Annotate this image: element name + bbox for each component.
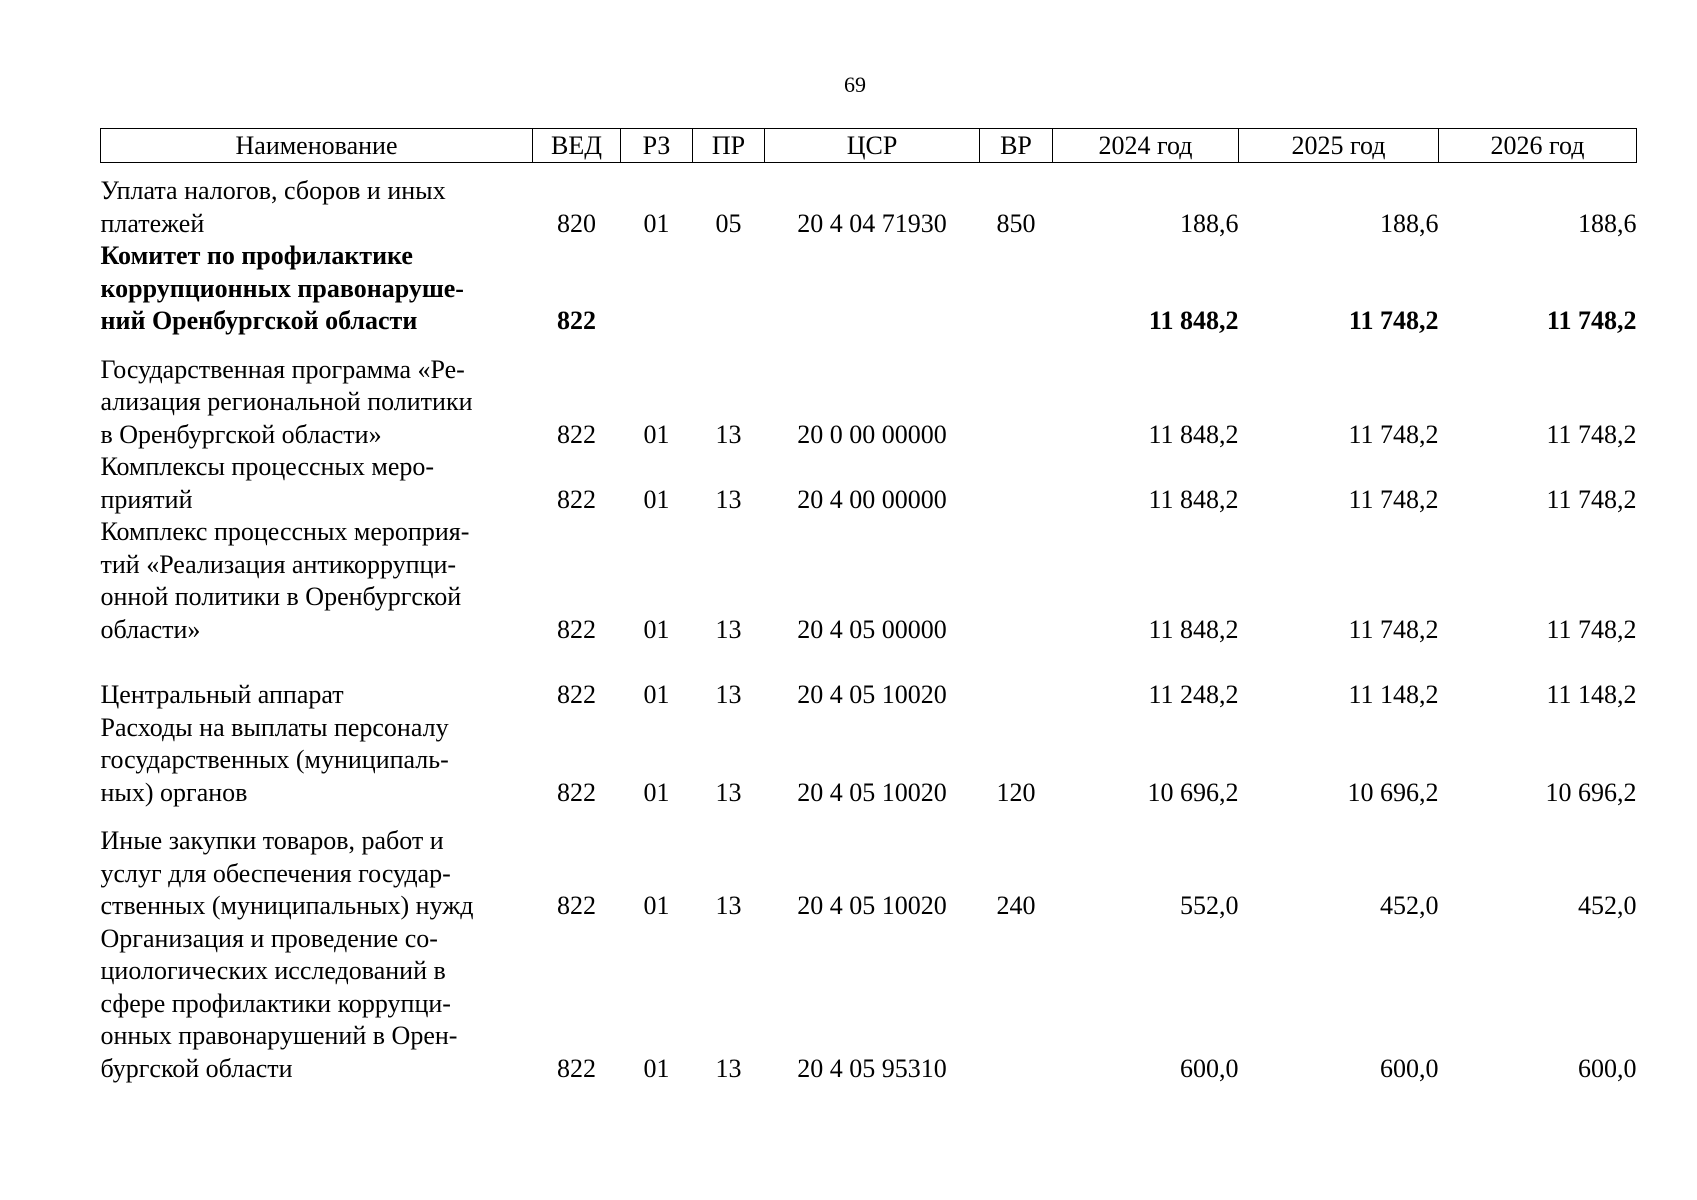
- cell-ved: 820: [557, 208, 596, 238]
- name-line: тий «Реализация антикоррупци-: [100, 549, 457, 579]
- table-row: [101, 679, 1637, 712]
- table-row: [101, 240, 1637, 354]
- cell-2025: 11 748,2: [1348, 306, 1439, 335]
- name-line: Иные закупки товаров, работ и: [100, 826, 444, 855]
- cell-csr: 20 4 05 00000: [797, 614, 947, 644]
- table-row: [101, 712, 1637, 826]
- cell-vr: [980, 451, 1053, 516]
- cell-csr: 20 4 05 10020: [797, 891, 947, 920]
- name-line: платежей: [100, 208, 205, 238]
- name-line: услуг для обеспечения государ-: [100, 858, 451, 888]
- cell-2026: 11 748,2: [1546, 484, 1637, 514]
- cell-name: [101, 825, 533, 923]
- cell-pr: 13: [715, 419, 742, 449]
- budget-table: [100, 128, 1637, 1085]
- cell-2024: 11 248,2: [1148, 680, 1239, 709]
- cell-2024: 10 696,2: [1147, 777, 1239, 807]
- name-line: онных правонарушений в Орен-: [100, 1021, 458, 1050]
- cell-ved: 822: [557, 306, 596, 335]
- cell-2025: 10 696,2: [1347, 777, 1439, 807]
- cell-2026: 11 748,2: [1546, 614, 1637, 644]
- cell-csr: 20 4 05 10020: [797, 680, 947, 709]
- name-line: области»: [100, 614, 201, 644]
- cell-pr: 13: [715, 777, 742, 807]
- cell-ved: 822: [557, 419, 596, 449]
- cell-name: [101, 240, 533, 354]
- cell-2025: 11 748,2: [1348, 614, 1439, 644]
- table-row: [101, 825, 1637, 923]
- table-header-row: [101, 129, 1637, 163]
- cell-2025: 11 148,2: [1348, 680, 1439, 709]
- cell-rz: 01: [643, 1053, 670, 1083]
- cell-rz: 01: [643, 680, 670, 709]
- cell-2025: 188,6: [1380, 208, 1439, 238]
- cell-ved: 822: [557, 891, 596, 920]
- cell-rz: 01: [643, 777, 670, 807]
- table-row: [101, 163, 1637, 241]
- name-line: сфере профилактики коррупци-: [100, 988, 451, 1018]
- cell-ved: 822: [557, 680, 596, 709]
- cell-vr: [980, 679, 1053, 712]
- cell-ved: 822: [557, 484, 596, 514]
- cell-2026: 10 696,2: [1545, 777, 1637, 807]
- cell-2025: 452,0: [1380, 891, 1439, 920]
- table-row: [101, 516, 1637, 679]
- cell-2026: 11 148,2: [1546, 680, 1637, 709]
- cell-2024: 11 848,2: [1148, 306, 1239, 335]
- name-line: Комплексы процессных меро-: [100, 452, 435, 481]
- name-line: Уплата налогов, сборов и иных: [100, 176, 446, 205]
- cell-2026: 11 748,2: [1546, 419, 1637, 449]
- cell-2024: 11 848,2: [1148, 484, 1239, 514]
- cell-name: [101, 679, 533, 712]
- column-header-vr: ВР: [980, 129, 1053, 163]
- cell-name: [101, 451, 533, 516]
- cell-vr: 850: [996, 208, 1036, 238]
- table-row: [101, 923, 1637, 1086]
- cell-2024: 600,0: [1180, 1053, 1239, 1083]
- cell-pr: 13: [715, 680, 742, 709]
- column-header-2025: 2025 год: [1239, 129, 1439, 163]
- cell-name: [101, 163, 533, 241]
- cell-csr: 20 0 00 00000: [797, 419, 947, 449]
- name-line: Организация и проведение со-: [100, 923, 438, 953]
- name-line: онной политики в Оренбургской: [100, 582, 462, 611]
- cell-vr: [980, 516, 1053, 679]
- cell-2026: 600,0: [1578, 1053, 1637, 1083]
- cell-csr: 20 4 05 10020: [797, 777, 947, 807]
- name-line: Расходы на выплаты персоналу: [100, 712, 449, 742]
- cell-ved: 822: [557, 777, 596, 807]
- column-header-pr: ПР: [693, 129, 765, 163]
- cell-ved: 822: [557, 614, 596, 644]
- cell-name: [101, 712, 533, 826]
- name-line: Комплекс процессных мероприя-: [100, 517, 470, 546]
- cell-rz: 01: [643, 614, 670, 644]
- cell-csr: 20 4 00 00000: [797, 484, 947, 514]
- column-header-ved: ВЕД: [533, 129, 621, 163]
- name-line: Центральный аппарат: [100, 680, 344, 709]
- name-line: в Оренбургской области»: [100, 419, 382, 449]
- name-line: ных) органов: [100, 777, 248, 807]
- cell-vr: 240: [996, 891, 1036, 920]
- table-row: [101, 451, 1637, 516]
- cell-pr: 13: [715, 891, 742, 920]
- cell-2024: 11 848,2: [1148, 419, 1239, 449]
- cell-vr: [980, 354, 1053, 452]
- cell-csr: 20 4 04 71930: [797, 208, 947, 238]
- cell-2024: 11 848,2: [1148, 614, 1239, 644]
- name-line: Государственная программа «Ре-: [100, 354, 465, 384]
- cell-2024: 188,6: [1180, 208, 1239, 238]
- cell-rz: 01: [643, 891, 670, 920]
- cell-name: [101, 516, 533, 679]
- cell-csr: [765, 240, 980, 354]
- cell-rz: 01: [643, 208, 670, 238]
- name-line: коррупционных правонаруше-: [100, 273, 464, 303]
- name-line: приятий: [100, 484, 193, 514]
- cell-2024: 552,0: [1180, 891, 1239, 920]
- column-header-2024: 2024 год: [1053, 129, 1239, 163]
- cell-2026: 188,6: [1578, 208, 1637, 238]
- column-header-2026: 2026 год: [1439, 129, 1637, 163]
- cell-rz: 01: [643, 419, 670, 449]
- cell-csr: 20 4 05 95310: [797, 1053, 947, 1083]
- name-line: ний Оренбургской области: [100, 306, 418, 335]
- name-line: циологических исследований в: [100, 956, 446, 985]
- column-header-rz: РЗ: [621, 129, 693, 163]
- cell-name: [101, 354, 533, 452]
- cell-2025: 600,0: [1380, 1053, 1439, 1083]
- cell-rz: 01: [643, 484, 670, 514]
- column-header-name: Наименование: [101, 129, 533, 163]
- cell-vr: [980, 240, 1053, 354]
- cell-2025: 11 748,2: [1348, 419, 1439, 449]
- cell-ved: 822: [557, 1053, 596, 1083]
- cell-name: [101, 923, 533, 1086]
- table-row: [101, 354, 1637, 452]
- cell-vr: 120: [996, 777, 1036, 807]
- cell-2026: 452,0: [1578, 891, 1637, 920]
- cell-pr: 13: [715, 1053, 742, 1083]
- cell-pr: [693, 240, 765, 354]
- cell-2026: 11 748,2: [1546, 306, 1637, 335]
- cell-pr: 13: [715, 484, 742, 514]
- cell-2025: 11 748,2: [1348, 484, 1439, 514]
- cell-vr: [980, 923, 1053, 1086]
- name-line: Комитет по профилактике: [100, 241, 413, 270]
- table-body: [101, 163, 1637, 1086]
- name-line: бургской области: [100, 1053, 293, 1083]
- cell-rz: [621, 240, 693, 354]
- cell-pr: 05: [715, 208, 742, 238]
- name-line: ализация региональной политики: [100, 387, 473, 416]
- page-number: 69: [844, 72, 866, 97]
- column-header-csr: ЦСР: [765, 129, 980, 163]
- cell-pr: 13: [715, 614, 742, 644]
- name-line: ственных (муниципальных) нужд: [100, 891, 474, 920]
- name-line: государственных (муниципаль-: [100, 745, 449, 774]
